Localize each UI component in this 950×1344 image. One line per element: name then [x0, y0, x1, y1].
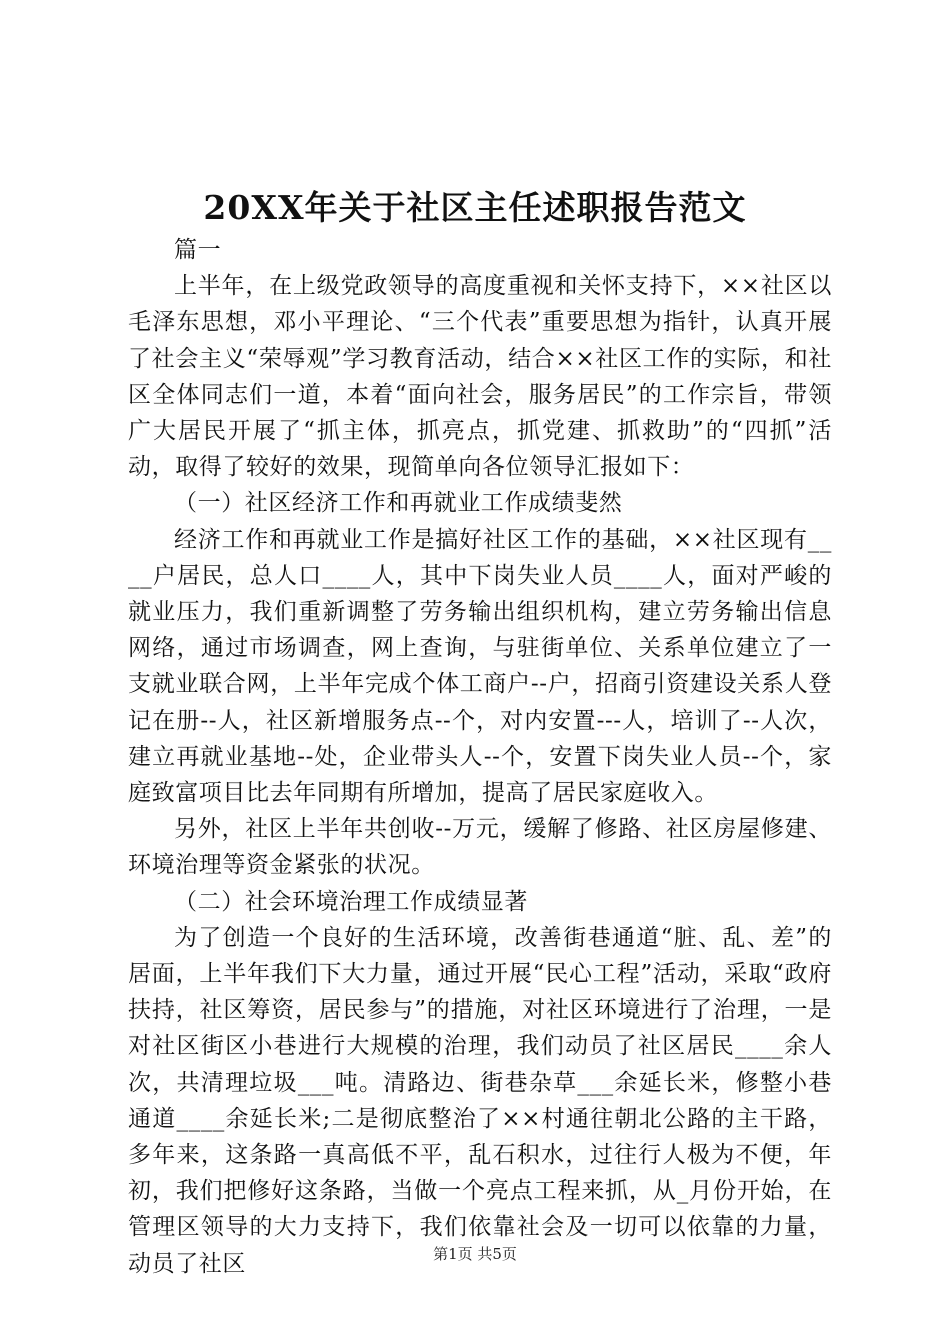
paragraph: 经济工作和再就业工作是搞好社区工作的基础，××社区现有____户居民，总人口____人，其中下岗失业人员____人，面对严峻的就业压力，我们重新调整了劳务输出组织机构，建立劳务输出信息网络，通过市场调查，网上查询，与驻街单位、关系单位建立了一支就业联合网，上半年完成个体工商户--户，招商引资建设关系人登记在册--人，社区新增服务点--个，对内安置---人，培训了--人次，建立再就业基地--处，企业带头人--个，安置下岗失业人员--个，家庭致富项目比去年同期有所增加，提高了居民家庭收入。 [128, 526, 832, 807]
paragraph: 为了创造一个良好的生活环境，改善街巷通道“脏、乱、差”的居面，上半年我们下大力量，通过开展“民心工程”活动，采取“政府扶持，社区筹资，居民参与”的措施，对社区环境进行了治理，一是对社区街区小巷进行大规模的治理，我们动员了社区居民____余人次，共清理垃圾___吨。清路边、街巷杂草___余延长米，修整小巷通道____余延长米;二是彻底整治了××村通往朝北公路的主干路，多年来，这条路一真高低不平，乱石积水，过往行人极为不便，年初，我们把修好这条路，当做一个亮点工程来抓，从_月份开始，在管理区领导的大力支持下，我们依靠社会及一切可以依靠的力量，动员了社区 [128, 924, 832, 1277]
section-heading: （二）社会环境治理工作成绩显著 [174, 888, 528, 915]
document-title: 20XX年关于社区主任述职报告范文 [203, 188, 747, 227]
paragraph: 另外，社区上半年共创收--万元，缓解了修路、社区房屋修建、环境治理等资金紧张的状况。 [128, 816, 832, 879]
section-label: 篇一 [174, 237, 222, 263]
paragraph: 上半年，在上级党政领导的高度重视和关怀支持下，××社区以毛泽东思想，邓小平理论、“三个代表”重要思想为指针，认真开展了社会主义“荣辱观”学习教育活动，结合××社区工作的实际，和社区全体同志们一道，本着“面向社会，服务居民”的工作宗旨，带领广大居民开展了“抓主体，抓亮点，抓党建、抓救助”的“四抓”活动，取得了较好的效果，现简单向各位领导汇报如下： [128, 273, 832, 481]
page-footer: 第1页 共5页 [433, 1245, 517, 1263]
document-body [128, 232, 832, 1282]
section-heading: （一）社区经济工作和再就业工作成绩斐然 [174, 490, 623, 517]
